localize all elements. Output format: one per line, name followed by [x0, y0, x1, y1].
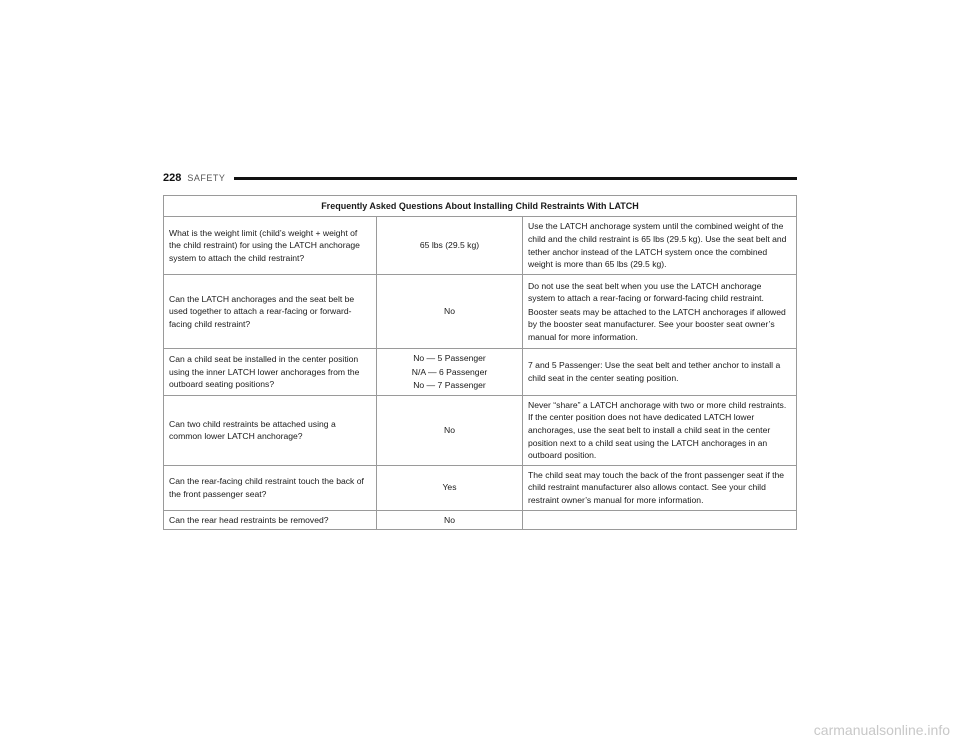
header-rule [234, 177, 797, 180]
table-title: Frequently Asked Questions About Installing Child Restraints With LATCH [164, 196, 797, 217]
question-cell: Can a child seat be installed in the center position using the inner LATCH lower anchorages from the outboard seating positions? [164, 349, 377, 396]
question-cell: Can the rear head restraints be removed? [164, 510, 377, 530]
answer-line: N/A — 6 Passenger [411, 366, 488, 377]
table-row [164, 395, 797, 465]
note-paragraph: Do not use the seat belt when you use the LATCH anchorage system to attach a rear-facing or forward-facing child restraint. [528, 280, 764, 304]
notes-cell [523, 395, 797, 465]
question-cell: Can the rear-facing child restraint touch the back of the front passenger seat? [164, 465, 377, 510]
answer-line: No — 5 Passenger [413, 353, 486, 363]
note-paragraph: 7 and 5 Passenger: Use the seat belt and tether anchor to install a child seat in the center seating position. [528, 360, 781, 383]
note-paragraph: Never “share” a LATCH anchorage with two or more child restraints. If the center position does not have dedicated LATCH lower anchorages, use the seat belt to install a child seat in the center position next to a child seat using the LATCH anchorages in an outboard position. [528, 399, 787, 461]
table-row [164, 465, 797, 510]
answer-cell [377, 275, 523, 349]
watermark: carmanualsonline.info [813, 722, 950, 738]
answer-cell [377, 349, 523, 396]
question-cell: What is the weight limit (child’s weight + weight of the child restraint) for using the LATCH anchorage system to attach the child restraint? [164, 217, 377, 275]
notes-cell [523, 275, 797, 349]
question-cell: Can two child restraints be attached using a common lower LATCH anchorage? [164, 395, 377, 465]
table-row [164, 275, 797, 349]
table-row [164, 510, 797, 530]
answer-line: Yes [442, 482, 457, 493]
notes-cell [523, 510, 797, 530]
question-cell: Can the LATCH anchorages and the seat belt be used together to attach a rear-facing or forward-facing child restraint? [164, 275, 377, 349]
note-paragraph: The child seat may touch the back of the front passenger seat if the child restraint manufacturer also allows contact. See your child restraint owner’s manual for more information. [528, 469, 785, 505]
answer-line: No — 7 Passenger [413, 380, 486, 391]
notes-cell [523, 465, 797, 510]
page-number: 228 [163, 172, 182, 184]
answer-cell [377, 395, 523, 465]
answer-line: No [444, 424, 455, 435]
notes-cell [523, 217, 797, 275]
answer-cell [377, 217, 523, 275]
answer-cell [377, 510, 523, 530]
table-row [164, 217, 797, 275]
notes-cell [523, 349, 797, 396]
note-paragraph: Use the LATCH anchorage system until the combined weight of the child and the child restraint is 65 lbs (29.5 kg). Use the seat belt and tether anchor instead of the LATCH system once the combined weight is more than 65 lbs (29.5 kg). [528, 221, 787, 270]
section-title: SAFETY [187, 173, 226, 183]
answer-line: No [444, 306, 455, 317]
table-row [164, 349, 797, 396]
answer-line: No [444, 514, 455, 525]
answer-line: 65 lbs (29.5 kg) [419, 240, 480, 251]
answer-cell [377, 465, 523, 510]
note-paragraph: Booster seats may be attached to the LATCH anchorages if allowed by the booster seat manufacturer. See your booster seat owner’s manual for more information. [528, 306, 786, 342]
page-header [163, 171, 797, 185]
latch-faq-table [163, 195, 797, 530]
